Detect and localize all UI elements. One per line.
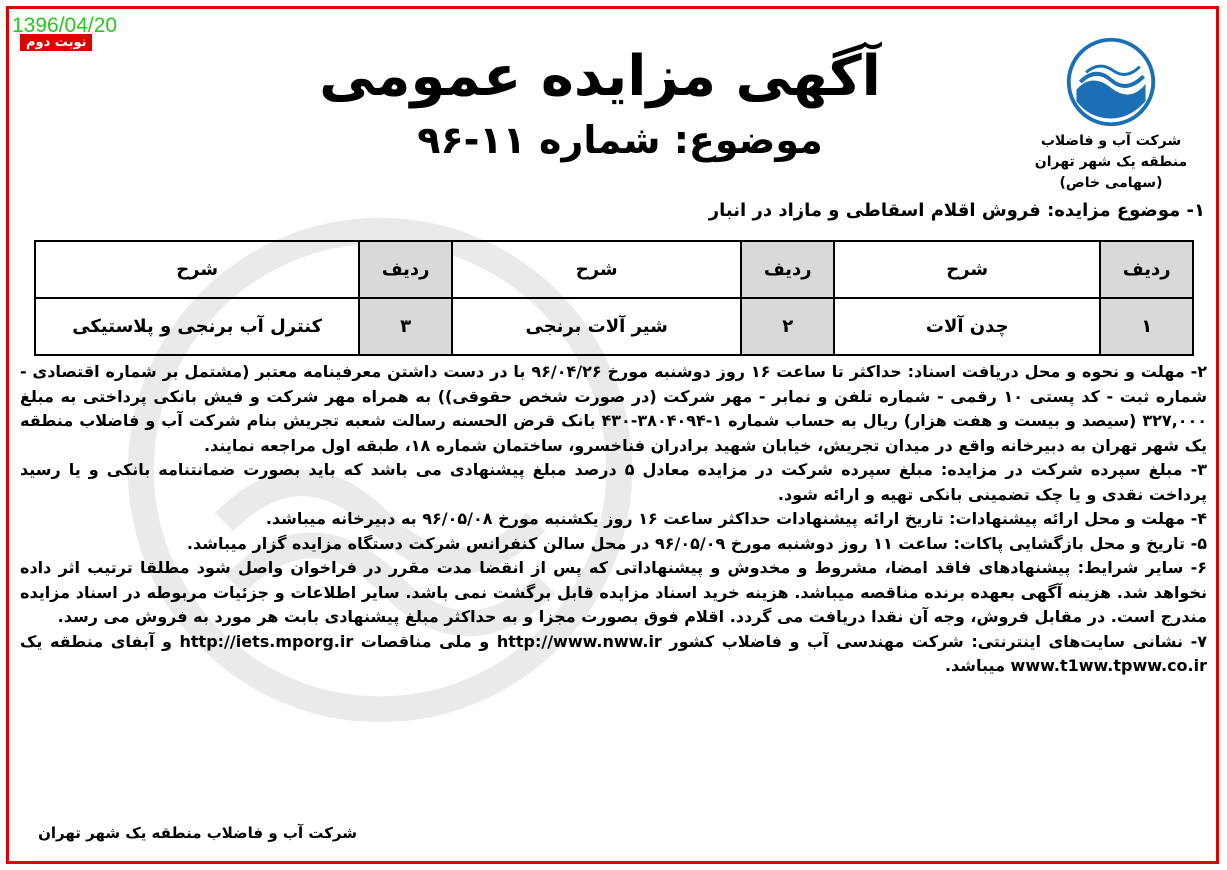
company-header [1031,34,1191,193]
footer-signature: شرکت آب و فاضلاب منطقه یک شهر تهران [38,824,357,842]
section-6-conditions: ۶- سایر شرایط: پیشنهادهای فاقد امضا، مشروط و مخدوش و پیشنهاداتی که پس از انقضا مدت مقرر در فراخوان واصل شود مطلقا ترتیب اثر داده نخواهد شد. هزینه آگهی بعهده برنده مناقصه میباشد. هزینه خرید اسناد مزایده قابل برگشت نمی باشد. سایر اطلاعات و جزئیات مربوطه در اسناد مزایده مندرج است. در مقابل فروش، وجه آن نقدا دریافت می گردد. اقلام فوق بصورت مجزا و به حداکثر مبلغ پیشنهادی بابت هر مورد به فروش می رسد. [20,558,1207,626]
company-name-line1: شرکت آب و فاضلاب [1040,133,1182,149]
description-cell: چدن آلات [834,298,1100,355]
row-number-cell: ۲ [741,298,834,355]
header-cell: ردیف [741,241,834,298]
water-company-logo-icon [1063,34,1159,130]
section-2-documents: ۲- مهلت و نحوه و محل دریافت اسناد: حداکثر تا ساعت ۱۶ روز دوشنبه مورخ ۹۶/۰۴/۲۶ با در دست داشتن معرفینامه معتبر (مشتمل بر شماره اقتصادی - شماره ثبت - کد پستی ۱۰ رقمی - شماره تلفن و نمابر - مهر شرکت (در صورت شخص حقوقی)) به همراه مهر شرکت و فیش بانکی پرداختی به مبلغ ۳۲۷,۰۰۰ (سیصد و بیست و هفت هزار) ریال به حساب شماره ۱-۳۸۰۴۰۹۴-۴۳۰ بانک قرض الحسنه رسالت شعبه تجریش بنام شرکت آب و فاضلاب منطقه یک شهر تهران به دبیرخانه واقع در میدان تجریش، خیابان شهید برادران فناخسرو، ساختمان شماره ۱۸، طبقه اول مراجعه نمایند. [20,362,1208,455]
table-row [35,298,1193,355]
date-stamp: 1396/04/20 [12,14,118,37]
second-notice-badge: نوبت دوم [20,34,92,51]
description-cell: شیر آلات برنجی [452,298,742,355]
company-type: (سهامی خاص) [1059,175,1163,191]
section-3-deposit: ۳- مبلغ سپرده شرکت در مزایده: مبلغ سپرده شرکت در مزایده معادل ۵ درصد مبلغ پیشنهادی می باشد که باید بصورت ضمانتنامه بانکی و یا رسید پرداخت نقدی و یا چک تضمینی بانکی تهیه و ارائه شود. [20,460,1208,504]
row-number-cell: ۱ [1100,298,1193,355]
notice-title: آگهی مزایده عمومی [319,44,881,109]
header-cell: ردیف [359,241,452,298]
description-cell: کنترل آب برنجی و پلاستیکی [35,298,359,355]
items-table [34,240,1194,356]
row-number-cell: ۳ [359,298,452,355]
notice-body [20,360,1207,679]
notice-subtitle: موضوع: شماره ۱۱-۹۶ [417,118,823,162]
company-name-line2: منطقه یک شهر تهران [1034,154,1188,170]
header-cell: شرح [35,241,359,298]
header-cell: شرح [834,241,1100,298]
header-cell: شرح [452,241,742,298]
header-cell: ردیف [1100,241,1193,298]
section-1-subject: ۱- موضوع مزایده: فروش اقلام اسقاطی و مازاد در انبار [708,200,1205,221]
section-7-websites: ۷- نشانی سایت‌های اینترنتی: شرکت مهندسی آب و فاضلاب کشور http://www.nww.ir و ملی مناقصات http://iets.mporg.ir و آبفای منطقه یک www.t1ww.tpww.co.ir میباشد. [20,631,1207,675]
section-4-submission: ۴- مهلت و محل ارائه پیشنهادات: تاریخ ارائه پیشنهادات حداکثر ساعت ۱۶ روز یکشنبه مورخ ۹۶/۰۵/۰۸ به دبیرخانه میباشد. [265,509,1207,528]
table-header-row [35,241,1193,298]
section-5-opening: ۵- تاریخ و محل بازگشایی پاکات: ساعت ۱۱ روز دوشنبه مورخ ۹۶/۰۵/۰۹ در محل سالن کنفرانس شرکت دستگاه مزایده گزار میباشد. [186,533,1207,553]
